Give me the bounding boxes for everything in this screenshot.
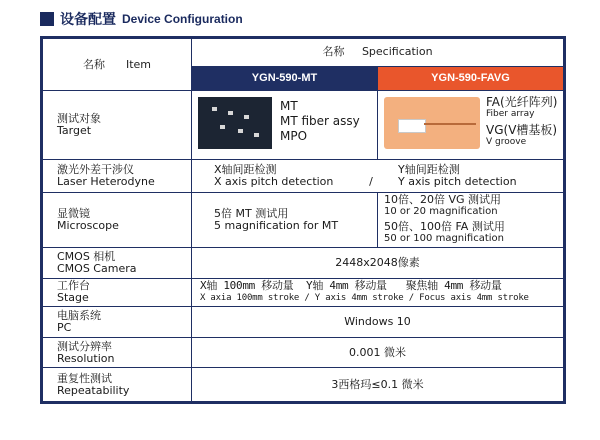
heterodyne-value: [192, 160, 565, 193]
model-mt-header: YGN-590-MT: [192, 66, 378, 90]
repeatability-label: [42, 368, 192, 403]
microscope-favg-2-en: 50 or 100 magnification: [384, 233, 504, 245]
section-title-en: Device Configuration: [122, 12, 243, 26]
spec-header-zh: 名称: [322, 45, 345, 59]
stage-label-en: Stage: [57, 291, 89, 305]
microscope-label-en: Microscope: [57, 218, 119, 232]
device-config-table: [40, 36, 566, 404]
mt-connector-photo: [198, 97, 272, 149]
heterodyne-mt-zh: X轴间距检测: [214, 163, 277, 177]
target-favg-cell: [378, 91, 565, 160]
stage-line-en: X axia 100mm stroke / Y axis 4mm stroke / Focus axis 4mm stroke: [200, 293, 529, 304]
fiber-array-photo: [384, 97, 480, 149]
stage-value: [192, 278, 565, 307]
repeatability-label-en: Repeatability: [57, 383, 130, 397]
heterodyne-mt: [192, 164, 364, 188]
cmos-value: 2448x2048像素: [192, 248, 565, 279]
heterodyne-label: [42, 160, 192, 193]
vg-zh: VG(V槽基板): [486, 123, 558, 138]
target-mt-line: MT: [280, 99, 298, 114]
stage-line-zh: X轴 100mm 移动量 Y轴 4mm 移动量 聚焦轴 4mm 移动量: [200, 279, 502, 293]
target-label-zh: 测试对象: [57, 112, 101, 126]
heterodyne-label-zh: 激光外差干涉仪: [57, 163, 134, 177]
heterodyne-mt-en: X axis pitch detection: [214, 175, 334, 189]
item-header-en: Item: [125, 57, 152, 71]
microscope-label-zh: 显微镜: [57, 206, 90, 220]
microscope-mt: [192, 192, 378, 247]
cmos-label-zh: CMOS 相机: [57, 249, 116, 263]
microscope-mt-en: 5 magnification for MT: [214, 218, 339, 232]
target-mt-line: MPO: [280, 129, 308, 144]
vg-en: V groove: [486, 137, 527, 148]
microscope-favg-1-zh: 10倍、20倍 VG 测试用: [384, 193, 502, 207]
resolution-value: 0.001 微米: [192, 337, 565, 368]
section-title: [40, 8, 243, 30]
pc-label-zh: 电脑系统: [57, 308, 101, 322]
spec-header-en: Specification: [361, 45, 433, 59]
resolution-label-en: Resolution: [57, 351, 115, 365]
heterodyne-favg-en: Y axis pitch detection: [398, 175, 517, 189]
target-mt-cell: [192, 91, 378, 160]
target-favg-text: [486, 95, 557, 147]
microscope-favg-2-zh: 50倍、100倍 FA 测试用: [384, 220, 505, 234]
target-label-en: Target: [57, 124, 92, 138]
fa-en: Fiber array: [486, 109, 535, 120]
heterodyne-favg: [378, 164, 517, 188]
target-mt-text: [280, 99, 360, 144]
repeatability-value: 3西格玛≤0.1 微米: [192, 368, 565, 403]
microscope-label: [42, 192, 192, 247]
resolution-label: [42, 337, 192, 368]
stage-label: [42, 278, 192, 307]
section-title-zh: 设备配置: [60, 12, 116, 28]
microscope-favg-1-en: 10 or 20 magnification: [384, 206, 498, 218]
title-square-icon: [40, 12, 54, 26]
repeatability-label-zh: 重复性测试: [57, 371, 112, 385]
item-header: [42, 38, 192, 91]
pc-label-en: PC: [57, 320, 72, 334]
item-header-zh: 名称: [82, 57, 105, 71]
target-mt-line: MT fiber assy: [280, 114, 360, 129]
heterodyne-favg-zh: Y轴间距检测: [398, 163, 460, 177]
fa-zh: FA(光纤阵列): [486, 95, 558, 110]
pc-label: [42, 307, 192, 338]
heterodyne-label-en: Laser Heterodyne: [57, 175, 155, 189]
spec-header: [192, 38, 565, 67]
microscope-favg: [378, 192, 565, 247]
resolution-label-zh: 测试分辨率: [57, 339, 112, 353]
target-label: [42, 91, 192, 160]
stage-label-zh: 工作台: [57, 279, 90, 293]
microscope-mt-zh: 5倍 MT 测试用: [214, 206, 289, 220]
pc-value: Windows 10: [192, 307, 565, 338]
model-favg-header: YGN-590-FAVG: [378, 66, 565, 90]
cmos-label: [42, 248, 192, 279]
cmos-label-en: CMOS Camera: [57, 261, 137, 275]
heterodyne-slash: /: [369, 175, 373, 189]
